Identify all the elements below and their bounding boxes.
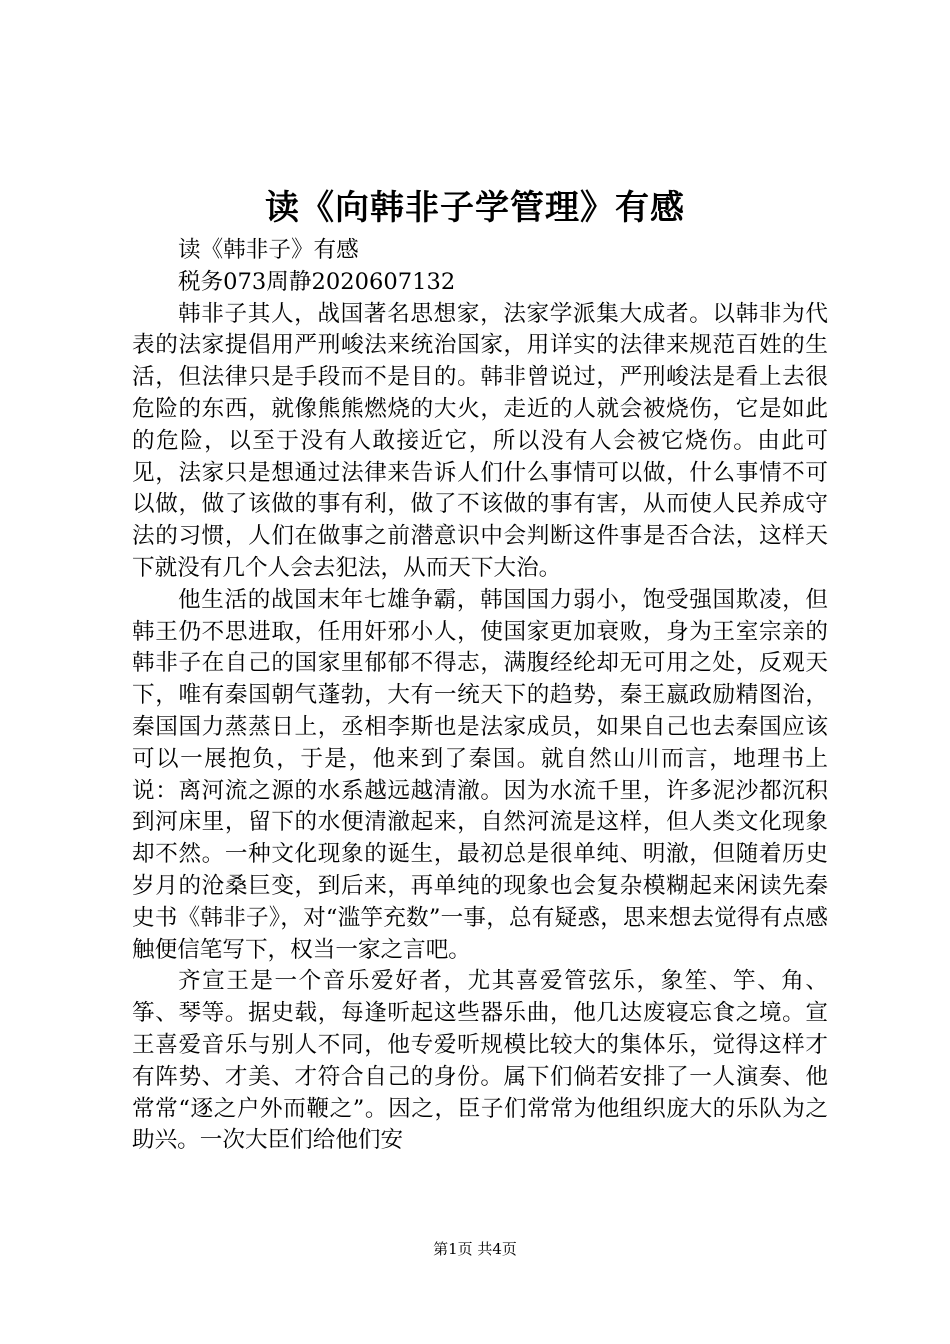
page-footer: 第1页 共4页 [433,1240,517,1258]
document-title: 读《向韩非子学管理》有感 [265,188,685,228]
paragraph-2: 他生活的战国末年七雄争霸，韩国国力弱小，饱受强国欺凌，但韩王仍不思进取，任用奸邪小人，使国家更加衰败，身为王室宗亲的韩非子在自己的国家里郁郁不得志，满腹经纶却无可用之处，反观天下，唯有秦国朝气蓬勃，大有一统天下的趋势，秦王嬴政励精图治，秦国国力蒸蒸日上，丞相李斯也是法家成员，如果自己也去秦国应该可以一展抱负，于是，他来到了秦国。就自然山川而言，地理书上说：离河流之源的水系越远越清澈。因为水流千里，许多泥沙都沉积到河床里，留下的水便清澈起来，自然河流是这样，但人类文化现象却不然。一种文化现象的诞生，最初总是很单纯、明澈，但随着历史岁月的沧桑巨变，到后来，再单纯的现象也会复杂模糊起来闲读先秦史书《韩非子》，对“滥竽充数”一事，总有疑惑，思来想去觉得有点感触便信笔写下，权当一家之言吧。 [132,586,828,963]
author-line: 税务073周静2020607132 [178,268,456,295]
document-subtitle: 读《韩非子》有感 [178,237,359,263]
document-body [132,235,828,1157]
paragraph-3: 齐宣王是一个音乐爱好者，尤其喜爱管弦乐，象笙、竽、角、筝、琴等。据史载，每逢听起这些器乐曲，他几达废寝忘食之境。宣王喜爱音乐与别人不同，他专爱听规模比较大的集体乐，觉得这样才有阵势、才美、才符合自己的身份。属下们倘若安排了一人演奏、他常常“逐之户外而鞭之”。因之，臣子们常常为他组织庞大的乐队为之助兴。一次大臣们给他们安 [132,968,828,1154]
paragraph-1: 韩非子其人，战国著名思想家，法家学派集大成者。以韩非为代表的法家提倡用严刑峻法来统治国家，用详实的法律来规范百姓的生活，但法律只是手段而不是目的。韩非曾说过，严刑峻法是看上去很危险的东西，就像熊熊燃烧的大火，走近的人就会被烧伤，它是如此的危险，以至于没有人敢接近它，所以没有人会被它烧伤。由此可见，法家只是想通过法律来告诉人们什么事情可以做，什么事情不可以做，做了该做的事有利，做了不该做的事有害，从而使人民养成守法的习惯，人们在做事之前潜意识中会判断这件事是否合法，这样天下就没有几个人会去犯法，从而天下大治。 [132,300,828,581]
